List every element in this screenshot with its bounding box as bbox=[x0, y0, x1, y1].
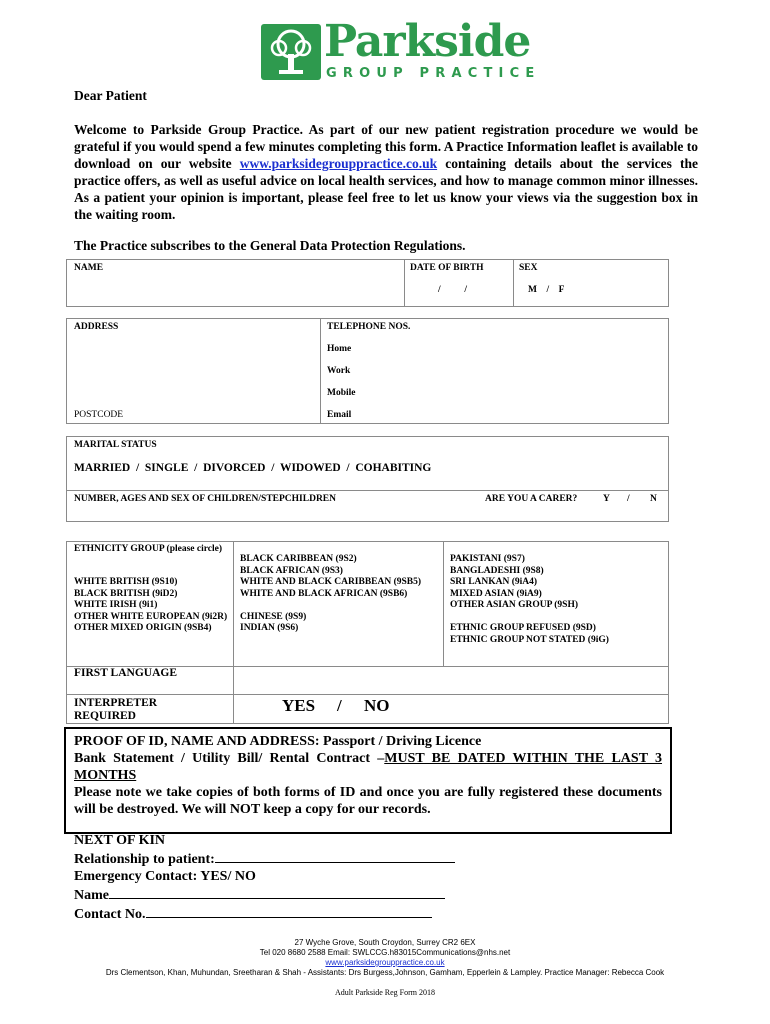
telephone-label: TELEPHONE NOS. bbox=[327, 322, 411, 332]
website-link[interactable]: www.parksidegrouppractice.co.uk bbox=[239, 156, 438, 171]
interpreter-label: INTERPRETER REQUIRED bbox=[74, 697, 158, 722]
ethnicity-option[interactable]: BLACK AFRICAN (9S3) bbox=[240, 565, 343, 576]
children-label: NUMBER, AGES AND SEX OF CHILDREN/STEPCHILDREN bbox=[74, 494, 336, 504]
postcode-label: POSTCODE bbox=[74, 410, 124, 420]
proof-line-1: PROOF OF ID, NAME AND ADDRESS: Passport / Driving Licence bbox=[74, 734, 482, 749]
ethnicity-option[interactable]: SRI LANKAN (9iA4) bbox=[450, 577, 538, 587]
next-of-kin-section bbox=[74, 832, 455, 923]
proof-line-2a: Bank Statement / Utility Bill/ Rental Contract – bbox=[74, 751, 385, 766]
intro-text-2: containing details about the services the practice offers, as well as useful advice on local health services, and how to manage common minor illnesses. As a patient your opinion is important, please feel free to let us know your views via the suggestion box in the waiting room. bbox=[74, 156, 698, 222]
carer-no[interactable]: N bbox=[650, 494, 657, 504]
relationship-field[interactable] bbox=[215, 849, 455, 863]
proof-dated-warning: MUST BE DATED WITHIN THE LAST 3 MONTHS bbox=[74, 751, 663, 783]
kin-name-label: Name bbox=[74, 888, 109, 903]
greeting: Dear Patient bbox=[74, 88, 147, 103]
carer-label: ARE YOU A CARER? bbox=[485, 494, 578, 504]
footer-website-link[interactable]: www.parksidegrouppractice.co.uk bbox=[325, 958, 445, 967]
ethnicity-option[interactable]: BLACK CARIBBEAN (9S2) bbox=[240, 554, 357, 564]
footer-form-id: Adult Parkside Reg Form 2018 bbox=[335, 988, 435, 997]
interpreter-yes[interactable]: YES bbox=[282, 696, 316, 715]
ethnicity-column-1 bbox=[74, 577, 228, 635]
name-label: NAME bbox=[74, 263, 104, 273]
intro-text-1: Welcome to Parkside Group Practice. As part of our new patient registration procedure we would be grateful if you would spend a few minutes completing this form. A Practice Information leaflet is available to download on our website bbox=[74, 122, 698, 171]
ethnicity-option[interactable]: WHITE AND BLACK AFRICAN (9SB6) bbox=[240, 588, 408, 599]
footer-doctors: Drs Clementson, Khan, Muhundan, Sreetharan & Shah - Assistants: Drs Burgess,Johnson, Gamham, Epperlein & Lampley. Practice Manager: Rebecca Cook bbox=[105, 968, 665, 977]
dob-field[interactable]: / / bbox=[438, 285, 468, 295]
relationship-row bbox=[74, 849, 455, 868]
relationship-label: Relationship to patient: bbox=[74, 852, 215, 867]
sex-options[interactable]: M / F bbox=[528, 285, 565, 295]
footer-address: 27 Wyche Grove, South Croydon, Surrey CR2 6EX bbox=[294, 938, 476, 947]
ethnicity-option[interactable]: OTHER WHITE EUROPEAN (9i2R) bbox=[74, 611, 228, 622]
interpreter-no[interactable]: NO bbox=[364, 696, 390, 715]
contact-no-label: Contact No. bbox=[74, 907, 146, 922]
ethnicity-option[interactable]: CHINESE (9S9) bbox=[240, 611, 307, 622]
proof-line-3: Please note we take copies of both forms of ID and once you are fully registered these documents will be destroyed. We will NOT keep a copy for our records. bbox=[74, 785, 662, 817]
intro-paragraph bbox=[74, 121, 698, 223]
logo-subtitle: GROUP PRACTICE bbox=[326, 66, 541, 81]
ethnicity-option[interactable]: MIXED ASIAN (9iA9) bbox=[450, 588, 542, 599]
name-field[interactable] bbox=[70, 277, 400, 303]
dob-label: DATE OF BIRTH bbox=[410, 263, 484, 273]
ethnicity-option[interactable]: OTHER MIXED ORIGIN (9SB4) bbox=[74, 623, 212, 633]
work-phone-label: Work bbox=[327, 366, 351, 376]
contact-no-row bbox=[74, 904, 455, 923]
ethnicity-option[interactable]: WHITE BRITISH (9S10) bbox=[74, 577, 178, 587]
ethnicity-option[interactable]: INDIAN (9S6) bbox=[240, 623, 299, 633]
ethnicity-option[interactable]: BANGLADESHI (9S8) bbox=[450, 565, 544, 576]
kin-name-row bbox=[74, 885, 455, 904]
emergency-contact[interactable]: Emergency Contact: YES/ NO bbox=[74, 869, 256, 884]
kin-name-field[interactable] bbox=[109, 885, 445, 899]
ethnicity-option[interactable]: ETHNIC GROUP REFUSED (9SD) bbox=[450, 623, 596, 633]
ethnicity-column-3 bbox=[450, 554, 665, 646]
ethnicity-option[interactable]: ETHNIC GROUP NOT STATED (9iG) bbox=[450, 634, 609, 645]
ethnicity-option[interactable]: BLACK BRITISH (9iD2) bbox=[74, 588, 178, 599]
proof-line-2 bbox=[74, 750, 662, 784]
ethnicity-column-2 bbox=[240, 554, 437, 635]
gdpr-statement: The Practice subscribes to the General Data Protection Regulations. bbox=[74, 238, 466, 253]
logo-wordmark: Parkside bbox=[324, 16, 531, 67]
email-label: Email bbox=[327, 410, 352, 420]
marital-options[interactable]: MARRIED / SINGLE / DIVORCED / WIDOWED / COHABITING bbox=[74, 462, 432, 474]
ethnicity-label: ETHNICITY GROUP (please circle) bbox=[74, 544, 223, 554]
ethnicity-option[interactable]: WHITE AND BLACK CARIBBEAN (9SB5) bbox=[240, 577, 422, 587]
first-language-field[interactable] bbox=[236, 668, 666, 692]
interpreter-slash: / bbox=[337, 696, 342, 715]
first-language-label: FIRST LANGUAGE bbox=[74, 667, 177, 679]
ethnicity-option[interactable]: PAKISTANI (9S7) bbox=[450, 554, 525, 564]
address-label: ADDRESS bbox=[74, 322, 119, 332]
marital-status-label: MARITAL STATUS bbox=[74, 440, 157, 450]
home-phone-label: Home bbox=[327, 344, 352, 354]
ethnicity-option[interactable]: WHITE IRISH (9i1) bbox=[74, 600, 158, 610]
carer-slash: / bbox=[627, 494, 630, 504]
address-field[interactable] bbox=[70, 336, 316, 406]
carer-yes[interactable]: Y bbox=[603, 494, 610, 504]
mobile-phone-label: Mobile bbox=[327, 388, 356, 398]
contact-no-field[interactable] bbox=[146, 904, 432, 918]
sex-label: SEX bbox=[519, 263, 538, 273]
footer-contact: Tel 020 8680 2588 Email: SWLCCG.h83015Communications@nhs.net bbox=[259, 948, 511, 957]
proof-of-id-text bbox=[74, 733, 662, 818]
ethnicity-option[interactable]: OTHER ASIAN GROUP (9SH) bbox=[450, 600, 579, 610]
tree-logo-icon bbox=[261, 24, 321, 80]
next-of-kin-title: NEXT OF KIN bbox=[74, 833, 166, 848]
